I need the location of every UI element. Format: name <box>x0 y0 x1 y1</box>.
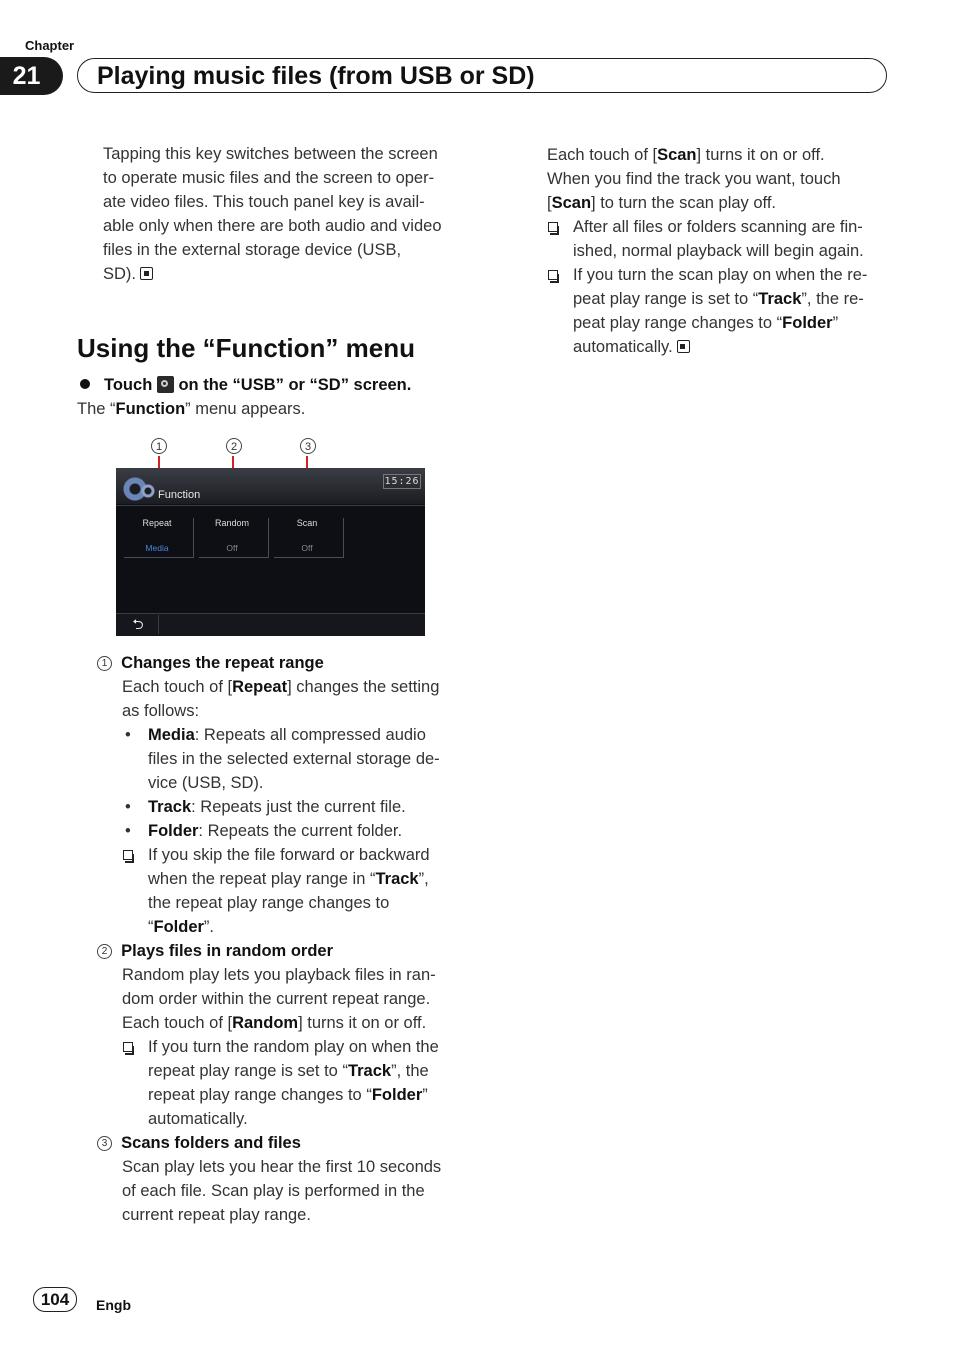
text: Each touch of [ <box>122 1014 233 1032</box>
bold-text: Track <box>375 870 419 888</box>
chapter-label: Chapter <box>25 38 75 53</box>
screen-bottom-bar <box>116 613 425 636</box>
note-checkbox-icon <box>123 850 133 860</box>
chapter-title: Playing music files (from USB or SD) <box>97 62 535 90</box>
repeat-button[interactable] <box>120 512 194 558</box>
bold-text: Track <box>347 1062 392 1080</box>
button-separator <box>193 518 194 558</box>
text: “ <box>148 918 154 936</box>
back-arrow-icon[interactable]: ⮌ <box>118 615 159 634</box>
intro-line: to operate music files and the screen to oper- <box>103 169 435 187</box>
bold-text: Track <box>148 798 192 816</box>
item-title: Scans folders and files <box>121 1134 301 1152</box>
callout-3: 3 <box>300 438 316 454</box>
text: dom order within the current repeat range. <box>122 990 431 1008</box>
item-title: Changes the repeat range <box>121 654 324 672</box>
step-rest-text: on the “USB” or “SD” screen. <box>178 376 412 394</box>
step-instruction <box>80 373 411 397</box>
text: If you turn the scan play on when the re- <box>573 266 868 284</box>
text: ” <box>832 314 839 332</box>
function-menu-screenshot <box>116 468 425 636</box>
text: ”, <box>418 870 429 888</box>
text: when the repeat play range in “ <box>148 870 376 888</box>
item-number-3: 3 <box>97 1136 112 1151</box>
page-number: 104 <box>33 1287 77 1312</box>
text: automatically. <box>573 338 673 356</box>
text: ] changes the setting <box>287 678 440 696</box>
intro-line: files in the external storage device (USB, <box>103 241 402 259</box>
text: ”, the re- <box>801 290 864 308</box>
right-column <box>547 143 907 359</box>
bold-text: Media <box>148 726 195 744</box>
step-touch-text: Touch <box>104 376 153 394</box>
text: : Repeats all compressed audio <box>194 726 426 744</box>
text: After all files or folders scanning are fin- <box>573 218 863 236</box>
text: ”, the <box>391 1062 429 1080</box>
text: peat play range changes to “ <box>573 314 783 332</box>
bullet-icon: • <box>125 798 131 816</box>
bold-text: Track <box>758 290 802 308</box>
bold-text: Folder <box>153 918 204 936</box>
text: the repeat play range changes to <box>148 894 390 912</box>
result-text: ” menu appears. <box>185 400 306 418</box>
text: [ <box>547 194 552 212</box>
intro-line: SD). <box>103 265 136 283</box>
callout-2: 2 <box>226 438 242 454</box>
text: Random play lets you playback files in ran- <box>122 966 436 984</box>
button-separator <box>268 518 269 558</box>
bold-text: Folder <box>782 314 833 332</box>
random-value: Off <box>226 543 238 553</box>
item-number-1: 1 <box>97 656 112 671</box>
text: of each file. Scan play is performed in the <box>122 1182 425 1200</box>
random-button[interactable] <box>195 512 269 558</box>
screen-title: Function <box>158 489 201 501</box>
item-1 <box>97 651 477 1227</box>
text: Each touch of [ <box>547 146 658 164</box>
text: ] turns it on or off. <box>696 146 825 164</box>
intro-line: Tapping this key switches between the screen <box>103 145 438 163</box>
text: : Repeats the current folder. <box>198 822 403 840</box>
bold-text: Folder <box>148 822 199 840</box>
step-result <box>77 397 305 421</box>
section-title: Using the “Function” menu <box>77 333 415 363</box>
bold-text: Scan <box>657 146 697 164</box>
note-checkbox-icon <box>548 222 558 232</box>
bold-text: Scan <box>551 194 592 212</box>
text: If you skip the file forward or backward <box>148 846 430 864</box>
language-code: Engb <box>96 1297 131 1313</box>
scan-label: Scan <box>296 518 318 528</box>
intro-paragraph <box>103 142 442 286</box>
bold-text: Repeat <box>232 678 288 696</box>
random-label: Random <box>214 518 250 528</box>
screen-divider <box>116 505 425 506</box>
bullet-icon: • <box>125 822 131 840</box>
item-title: Plays files in random order <box>121 942 333 960</box>
screen-clock: 15:26 <box>384 476 420 487</box>
text: as follows: <box>122 702 200 720</box>
function-gear-icon <box>157 376 174 393</box>
scan-button[interactable] <box>270 512 344 558</box>
button-separator <box>343 518 344 558</box>
settings-gear-small-icon <box>140 483 156 499</box>
repeat-label: Repeat <box>142 518 172 528</box>
bullet-icon: • <box>125 726 131 744</box>
text: automatically. <box>148 1110 248 1128</box>
repeat-value: Media <box>145 543 169 553</box>
result-text: The “ <box>77 400 116 418</box>
bold-text: Folder <box>371 1086 423 1104</box>
chapter-number: 21 <box>0 57 63 95</box>
text: repeat play range changes to “ <box>148 1086 372 1104</box>
bold-text: Random <box>232 1014 299 1032</box>
scan-value: Off <box>301 543 313 553</box>
text: files in the selected external storage de- <box>148 750 440 768</box>
text: ] turns it on or off. <box>298 1014 427 1032</box>
intro-line: able only when there are both audio and video <box>103 217 442 235</box>
text: ished, normal playback will begin again. <box>573 242 864 260</box>
step-bullet-icon <box>80 379 90 389</box>
note-checkbox-icon <box>548 270 558 280</box>
text: When you find the track you want, touch <box>547 170 841 188</box>
result-bold: Function <box>115 400 186 418</box>
intro-line: ate video files. This touch panel key is avail- <box>103 193 425 211</box>
note-checkbox-icon <box>123 1042 133 1052</box>
text: ] to turn the scan play off. <box>591 194 777 212</box>
text: ” <box>422 1086 428 1104</box>
text: vice (USB, SD). <box>148 774 264 792</box>
text: If you turn the random play on when the <box>148 1038 439 1056</box>
text: current repeat play range. <box>122 1206 311 1224</box>
end-mark-icon <box>677 340 690 353</box>
text: Scan play lets you hear the first 10 seconds <box>122 1158 442 1176</box>
text: : Repeats just the current file. <box>191 798 406 816</box>
text: ”. <box>203 918 215 936</box>
button-underline <box>274 557 344 558</box>
button-underline <box>124 557 194 558</box>
text: peat play range is set to “ <box>573 290 759 308</box>
button-underline <box>199 557 269 558</box>
text: Each touch of [ <box>122 678 233 696</box>
callout-1: 1 <box>151 438 167 454</box>
text: repeat play range is set to “ <box>148 1062 348 1080</box>
item-number-2: 2 <box>97 944 112 959</box>
end-mark-icon <box>140 267 153 280</box>
